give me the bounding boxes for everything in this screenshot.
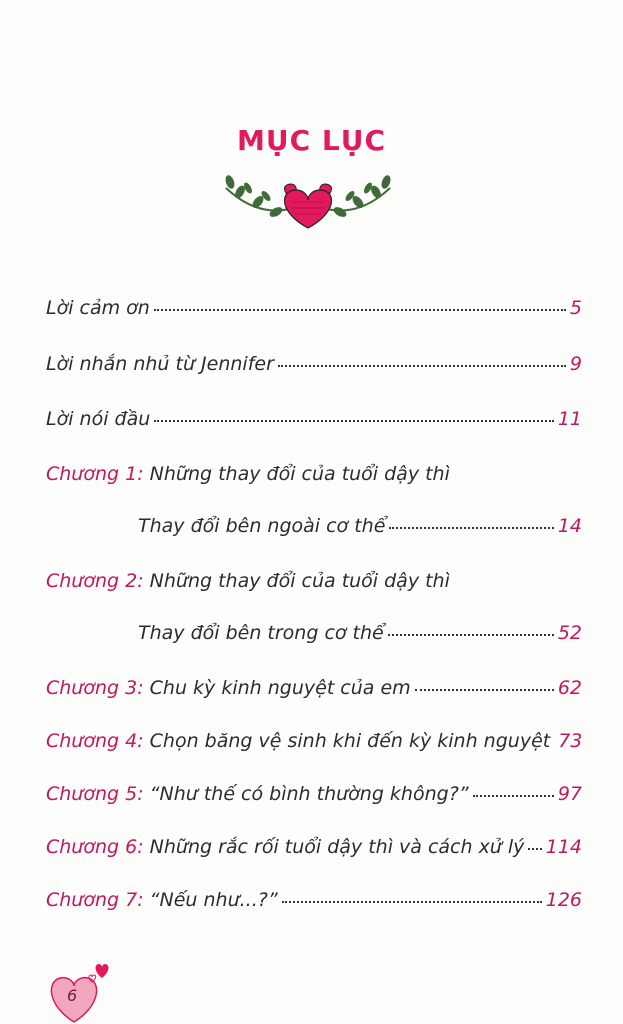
toc-item-label: Thay đổi bên trong cơ thể (138, 622, 384, 644)
dot-leader (278, 365, 566, 367)
heart-icon (44, 960, 124, 1024)
toc-item-label: Lời nhắn nhủ từ Jennifer (46, 353, 274, 375)
chapter-title: Chu kỳ kinh nguyệt của em (149, 677, 411, 699)
dot-leader (388, 634, 554, 636)
toc-item[interactable] (46, 889, 582, 911)
toc-page-number: 73 (558, 730, 583, 752)
chapter-prefix: Chương 4: (46, 730, 144, 752)
dot-leader (528, 848, 541, 850)
chapter-heading (46, 463, 450, 485)
toc-page-number: 5 (569, 297, 582, 319)
toc-item[interactable] (46, 408, 582, 430)
toc-item[interactable] (46, 353, 582, 375)
chapter-prefix: Chương 7: (46, 889, 144, 911)
toc-page-number: 126 (545, 889, 582, 911)
toc-item-label: Lời cảm ơn (46, 297, 150, 319)
toc-page-number: 62 (557, 677, 582, 699)
chapter-title: Những thay đổi của tuổi dậy thì (149, 463, 450, 485)
toc-item[interactable] (46, 297, 582, 319)
toc-item[interactable] (46, 836, 582, 858)
chapter-title: Chọn băng vệ sinh khi đến kỳ kinh nguyệt (149, 730, 551, 752)
page-number-heart (44, 960, 124, 1024)
toc-page-number: 114 (545, 836, 582, 858)
toc-item[interactable] (46, 783, 582, 805)
chapter-prefix: Chương 5: (46, 783, 144, 805)
chapter-title: “Như thế có bình thường không?” (149, 783, 469, 805)
toc-item[interactable] (46, 730, 582, 752)
dot-leader (154, 420, 554, 422)
toc-page-number: 11 (557, 408, 582, 430)
chapter-prefix: Chương 3: (46, 677, 144, 699)
dot-leader (282, 901, 542, 903)
toc-page-number: 52 (557, 622, 582, 644)
toc-item[interactable] (46, 677, 582, 699)
toc-page-number: 14 (557, 515, 582, 537)
toc-page-number: 9 (569, 353, 582, 375)
chapter-title: Những rắc rối tuổi dậy thì và cách xử lý (149, 836, 525, 858)
dot-leader (389, 527, 553, 529)
toc-page-number: 97 (557, 783, 582, 805)
page-number: 6 (67, 986, 78, 1005)
dot-leader (473, 795, 554, 797)
chapter-title: Những thay đổi của tuổi dậy thì (149, 570, 450, 592)
chapter-prefix: Chương 2: (46, 570, 144, 592)
toc-item[interactable] (138, 515, 582, 537)
dot-leader (154, 309, 566, 311)
chapter-heading (46, 570, 450, 592)
toc-item[interactable] (138, 622, 582, 644)
dot-leader (415, 689, 554, 691)
toc-item-label: Thay đổi bên ngoài cơ thể (138, 515, 386, 537)
page-title: MỤC LỤC (236, 124, 387, 157)
toc-item-label: Lời nói đầu (46, 408, 151, 430)
chapter-prefix: Chương 6: (46, 836, 144, 858)
chapter-prefix: Chương 1: (46, 463, 144, 485)
chapter-title: “Nếu như...?” (149, 889, 278, 911)
